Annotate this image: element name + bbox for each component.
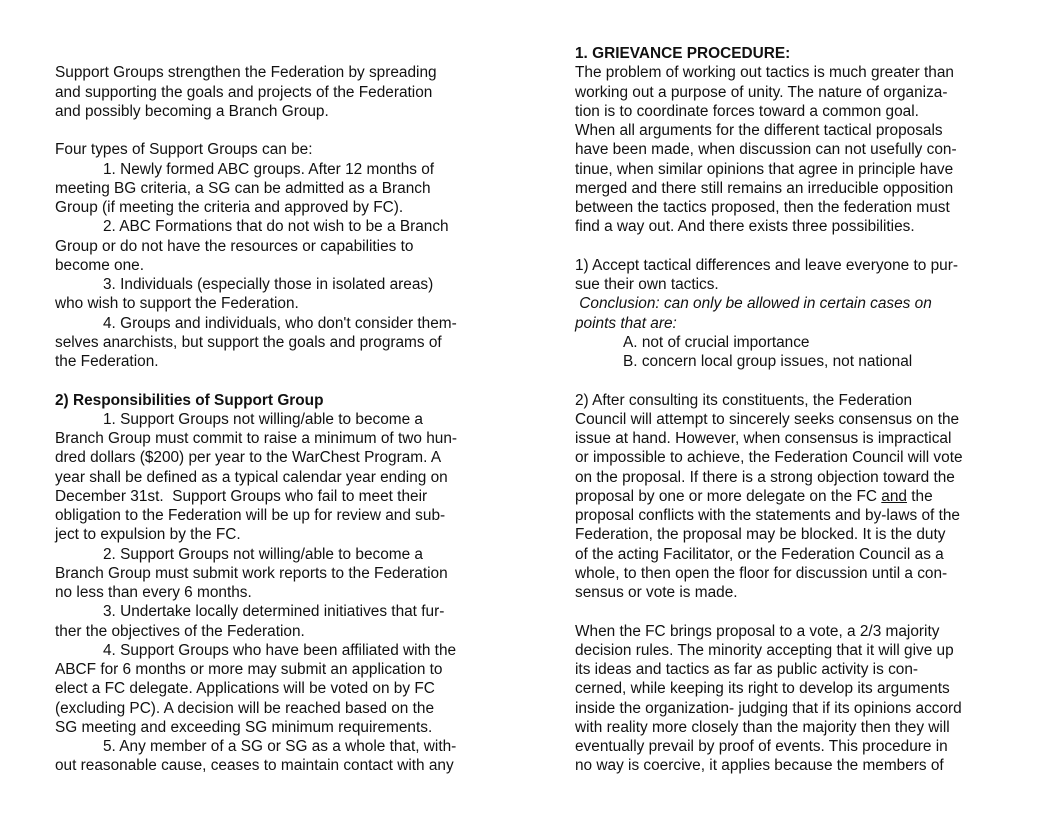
text-line bbox=[55, 679, 490, 698]
line-text: sensus or vote is made. bbox=[575, 584, 738, 601]
text-line bbox=[575, 198, 990, 217]
line-text: 2) After consulting its constituents, the Federation bbox=[575, 391, 913, 409]
line-text: and supporting the goals and projects of the Federation bbox=[55, 83, 433, 101]
line-text: who wish to support the Federation. bbox=[55, 295, 299, 313]
text-line bbox=[55, 468, 490, 487]
line-text: Branch Group must submit work reports to the Federation bbox=[55, 564, 448, 582]
line-text: ABCF for 6 months or more may submit an application to bbox=[55, 661, 443, 678]
text-line bbox=[575, 756, 990, 775]
line-text: no less than every 6 months. bbox=[55, 584, 252, 601]
line-text: ther the objectives of the Federation. bbox=[55, 622, 305, 640]
text-line bbox=[55, 160, 490, 179]
line-text: selves anarchists, but support the goals and programs of bbox=[55, 333, 442, 351]
line-text: December 31st. Support Groups who fail to meet their bbox=[55, 487, 428, 505]
text-line bbox=[55, 140, 490, 159]
line-text: with reality more closely than the majority then they will bbox=[575, 718, 950, 736]
text-line bbox=[575, 121, 990, 140]
left-text-column bbox=[55, 44, 490, 776]
line-text: eventually prevail by proof of events. This procedure in bbox=[575, 738, 948, 755]
text-line bbox=[575, 179, 990, 198]
text-line bbox=[575, 391, 990, 410]
line-text: 1) Accept tactical differences and leave everyone to pur- bbox=[575, 256, 958, 274]
text-line bbox=[575, 429, 990, 448]
text-line bbox=[575, 660, 990, 679]
line-text: dred dollars ($200) per year to the WarChest Program. A bbox=[55, 449, 442, 467]
line-text: tinue, when similar opinions that agree in principle have bbox=[575, 160, 954, 178]
text-line bbox=[575, 487, 990, 506]
text-line bbox=[55, 179, 490, 198]
line-text: working out a purpose of unity. The nature of organiza- bbox=[575, 83, 948, 101]
text-line bbox=[55, 294, 490, 313]
line-text: merged and there still remains an irreducible opposition bbox=[575, 179, 954, 197]
line-text: 4. Support Groups who have been affiliated with the bbox=[103, 641, 457, 659]
line-text: 5. Any member of a SG or SG as a whole that, with- bbox=[103, 738, 457, 755]
line-text: When the FC brings proposal to a vote, a 2/3 majority bbox=[575, 622, 940, 640]
line-text: cerned, while keeping its right to develop its arguments bbox=[575, 680, 950, 698]
line-text: out reasonable cause, ceases to maintain contact with any bbox=[55, 757, 454, 775]
text-line bbox=[55, 256, 490, 275]
text-line bbox=[575, 641, 990, 660]
line-text: issue at hand. However, when consensus is impractical bbox=[575, 430, 952, 447]
line-text: 3. Undertake locally determined initiatives that fur- bbox=[103, 603, 445, 621]
text-line bbox=[575, 160, 990, 179]
text-line bbox=[55, 737, 490, 756]
text-line bbox=[55, 275, 490, 294]
line-text: A. not of crucial importance bbox=[623, 333, 810, 351]
text-line bbox=[575, 506, 990, 525]
text-line bbox=[55, 525, 490, 544]
line-text: on the proposal. If there is a strong objection toward the bbox=[575, 468, 955, 486]
line-text: proposal by one or more delegate on the FC bbox=[575, 487, 882, 505]
text-line bbox=[55, 506, 490, 525]
text-line bbox=[55, 63, 490, 82]
line-text: become one. bbox=[55, 256, 144, 274]
line-text: When all arguments for the different tactical proposals bbox=[575, 122, 943, 139]
text-line bbox=[575, 294, 990, 313]
line-text: SG meeting and exceeding SG minimum requirements. bbox=[55, 718, 433, 736]
text-line bbox=[55, 429, 490, 448]
line-text: The problem of working out tactics is much greater than bbox=[575, 64, 954, 82]
text-line bbox=[55, 641, 490, 660]
text-line bbox=[55, 699, 490, 718]
line-text: 1. Newly formed ABC groups. After 12 months of bbox=[103, 160, 435, 178]
line-text: sue their own tactics. bbox=[575, 276, 719, 293]
text-line bbox=[55, 352, 490, 371]
line-text: obligation to the Federation will be up for review and sub- bbox=[55, 507, 446, 524]
text-line bbox=[575, 583, 990, 602]
line-text: 1. Support Groups not willing/able to become a bbox=[103, 410, 423, 428]
text-line bbox=[55, 314, 490, 333]
text-line bbox=[575, 333, 990, 352]
text-line bbox=[575, 217, 990, 236]
line-text: whole, to then open the floor for discussion until a con- bbox=[575, 564, 948, 582]
line-text: proposal conflicts with the statements and by-laws of the bbox=[575, 507, 960, 524]
text-line bbox=[55, 756, 490, 775]
line-text: 2) Responsibilities of Support Group bbox=[55, 391, 324, 409]
text-line bbox=[55, 44, 490, 63]
underlined-word: and bbox=[881, 487, 907, 505]
line-text: 1. GRIEVANCE PROCEDURE: bbox=[575, 45, 791, 62]
text-line bbox=[55, 448, 490, 467]
text-line bbox=[575, 314, 990, 333]
text-line bbox=[575, 275, 990, 294]
text-line bbox=[575, 699, 990, 718]
line-text: Group or do not have the resources or capabilities to bbox=[55, 237, 414, 255]
line-text: 2. ABC Formations that do not wish to be a Branch bbox=[103, 218, 449, 236]
text-line bbox=[575, 525, 990, 544]
line-text: no way is coercive, it applies because the members of bbox=[575, 757, 944, 775]
line-text: 3. Individuals (especially those in isolated areas) bbox=[103, 276, 434, 293]
line-text: its ideas and tactics as far as public activity is con- bbox=[575, 661, 919, 678]
text-line bbox=[575, 371, 990, 390]
text-line bbox=[575, 63, 990, 82]
line-text: Four types of Support Groups can be: bbox=[55, 141, 313, 159]
line-text: between the tactics proposed, then the federation must bbox=[575, 199, 950, 216]
line-text: find a way out. And there exists three possibilities. bbox=[575, 218, 915, 236]
line-text: Group (if meeting the criteria and approved by FC). bbox=[55, 199, 404, 216]
text-line bbox=[575, 564, 990, 583]
text-line bbox=[575, 352, 990, 371]
text-line bbox=[55, 102, 490, 121]
line-text: elect a FC delegate. Applications will be voted on by FC bbox=[55, 680, 435, 698]
line-text: Support Groups strengthen the Federation by spreading bbox=[55, 64, 437, 82]
text-line bbox=[575, 622, 990, 641]
line-text: or impossible to achieve, the Federation Council will vote bbox=[575, 449, 963, 467]
text-line bbox=[575, 102, 990, 121]
text-line bbox=[55, 83, 490, 102]
line-text: inside the organization- judging that if its opinions accord bbox=[575, 699, 962, 717]
text-line bbox=[575, 44, 990, 63]
text-line bbox=[55, 410, 490, 429]
text-line bbox=[575, 237, 990, 256]
text-line bbox=[55, 622, 490, 641]
line-text: points that are: bbox=[575, 314, 677, 332]
text-line bbox=[55, 391, 490, 410]
line-text: 2. Support Groups not willing/able to become a bbox=[103, 545, 423, 563]
text-line bbox=[55, 237, 490, 256]
line-text: 4. Groups and individuals, who don't consider them- bbox=[103, 314, 457, 332]
line-text: of the acting Facilitator, or the Federation Council as a bbox=[575, 545, 944, 563]
line-text: ject to expulsion by the FC. bbox=[55, 526, 241, 544]
line-text: decision rules. The minority accepting that it will give up bbox=[575, 641, 954, 659]
text-line bbox=[575, 545, 990, 564]
text-line bbox=[55, 660, 490, 679]
text-line bbox=[55, 371, 490, 390]
line-text: meeting BG criteria, a SG can be admitted as a Branch bbox=[55, 179, 431, 197]
text-line bbox=[575, 679, 990, 698]
text-line bbox=[55, 217, 490, 236]
text-line bbox=[575, 410, 990, 429]
line-text: Branch Group must commit to raise a minimum of two hun- bbox=[55, 430, 458, 447]
line-text: the Federation. bbox=[55, 353, 159, 370]
line-text: Conclusion: can only be allowed in certain cases on bbox=[575, 295, 932, 313]
text-line bbox=[55, 602, 490, 621]
text-line bbox=[55, 583, 490, 602]
text-line bbox=[575, 602, 990, 621]
text-line bbox=[55, 545, 490, 564]
text-line bbox=[575, 468, 990, 487]
text-line bbox=[55, 198, 490, 217]
text-line bbox=[575, 83, 990, 102]
text-line bbox=[575, 256, 990, 275]
text-line bbox=[575, 448, 990, 467]
text-line bbox=[55, 564, 490, 583]
text-line bbox=[575, 140, 990, 159]
line-text: (excluding PC). A decision will be reached based on the bbox=[55, 699, 435, 717]
line-text-tail: the bbox=[906, 487, 933, 505]
line-text: have been made, when discussion can not usefully con- bbox=[575, 141, 957, 159]
line-text: and possibly becoming a Branch Group. bbox=[55, 102, 329, 120]
text-line bbox=[575, 718, 990, 737]
line-text: Federation, the proposal may be blocked. It is the duty bbox=[575, 526, 946, 544]
line-text: year shall be defined as a typical calendar year ending on bbox=[55, 468, 448, 486]
right-text-column bbox=[575, 44, 990, 776]
line-text: tion is to coordinate forces toward a common goal. bbox=[575, 102, 919, 120]
line-text: B. concern local group issues, not national bbox=[623, 353, 913, 370]
text-line bbox=[55, 718, 490, 737]
text-line bbox=[575, 737, 990, 756]
text-line bbox=[55, 487, 490, 506]
text-line bbox=[55, 121, 490, 140]
text-line bbox=[55, 333, 490, 352]
line-text: Council will attempt to sincerely seeks consensus on the bbox=[575, 410, 960, 428]
